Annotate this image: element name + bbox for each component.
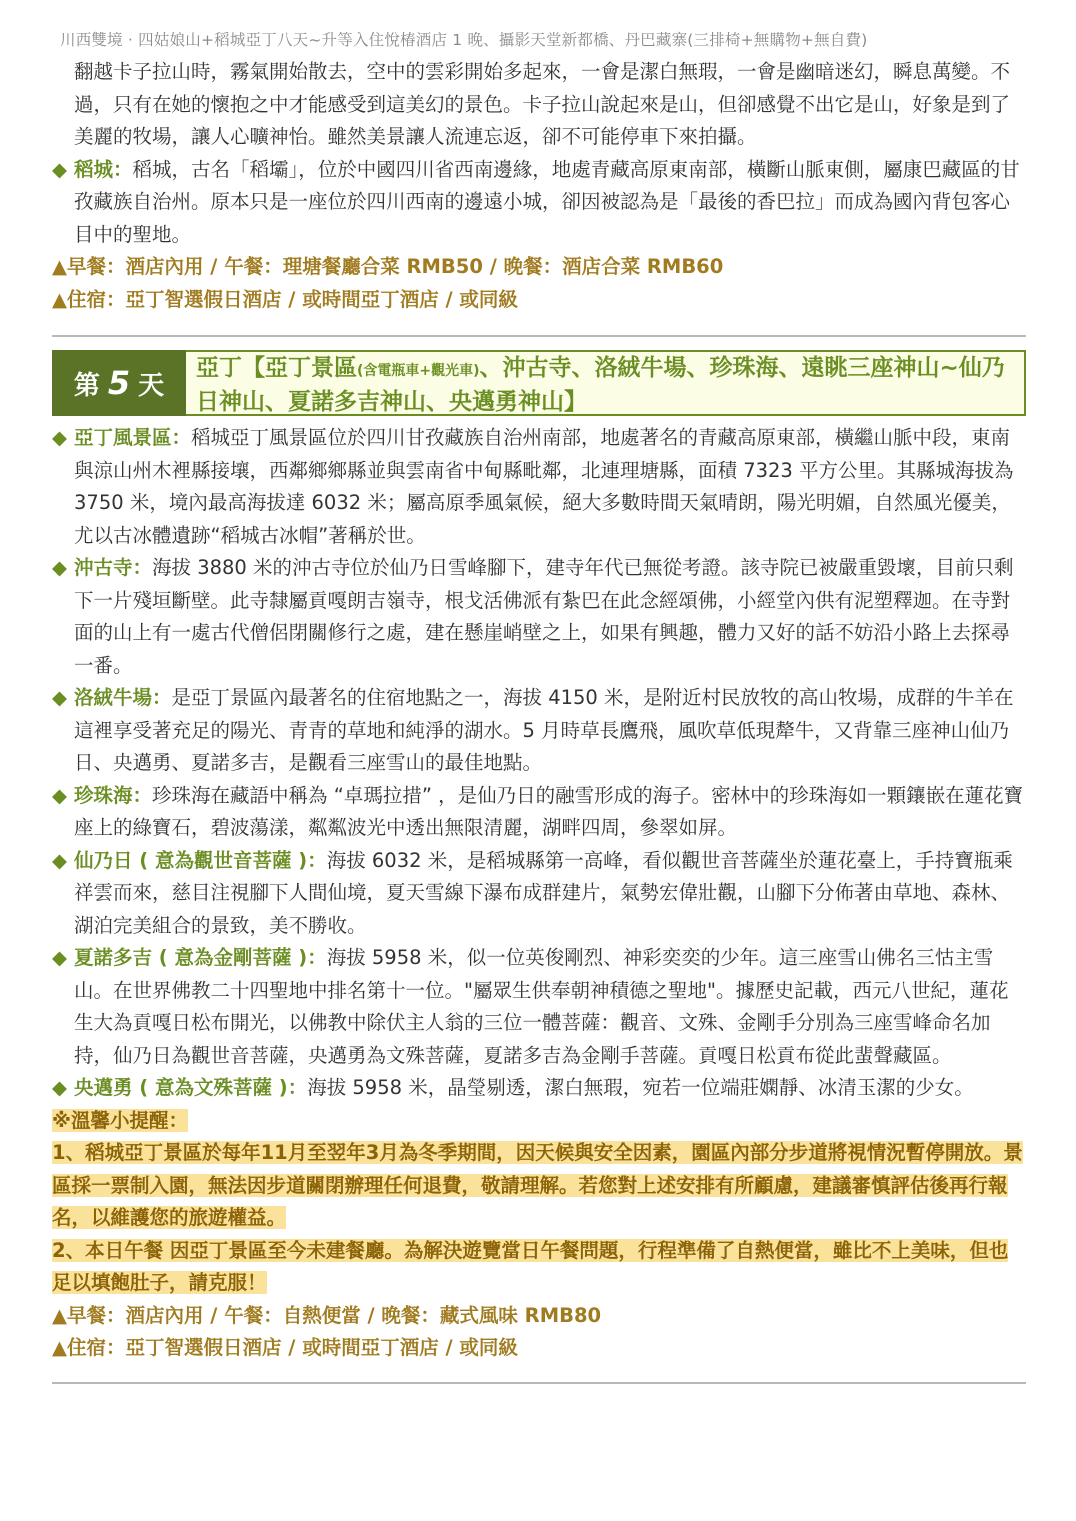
attraction-term: 沖古寺： [74, 556, 153, 579]
diamond-bullet-icon: ◆ [52, 556, 67, 579]
daocheng-text: 稻城，古名「稻壩」，位於中國四川省西南邊緣，地處青藏高原東南部，橫斷山脈東側，屬康巴藏區的甘孜藏族自治州。原本只是一座位於四川西南的邊遠小城，卻因被認為是「最後的香巴拉」而成為國內背包客心目中的聖地。 [74, 157, 1020, 246]
attraction-item [52, 942, 1026, 1072]
attraction-text: 海拔 5958 米，似一位英俊剛烈、神彩奕奕的少年。這三座雪山佛名三怙主雪山。在世界佛教二十四聖地中排名第十一位。"屬眾生供奉朝神積德之聖地"。據歷史記載，西元八世紀，蓮花生大為貢嘎日松布開光，以佛教中除伏主人翁的三位一體菩薩：觀音、文殊、金剛手分別為三座雪峰命名加持，仙乃日為觀世音菩薩，央邁勇為文殊菩薩，夏諾多吉為金剛手菩薩。貢嘎日松貢布從此蜚聲藏區。 [74, 946, 1009, 1067]
attraction-item [52, 422, 1026, 552]
diamond-bullet-icon: ◆ [52, 1076, 67, 1099]
diamond-bullet-icon: ◆ [52, 686, 67, 709]
notice-title: ※溫馨小提醒： [52, 1108, 188, 1132]
attraction-item [52, 780, 1026, 845]
day5-title-part2: 、沖古寺、洛絨牛場、珍珠海、遠眺三座神山~仙乃日神山、夏諾多吉神山、央邁勇神山】 [196, 355, 1005, 415]
day4-meals: ▲早餐：酒店內用 / 午餐：理塘餐廳合菜 RMB50 / 晚餐：酒店合菜 RMB60 [52, 255, 724, 278]
day5-meals: ▲早餐：酒店內用 / 午餐：自熱便當 / 晚餐：藏式風味 RMB80 [52, 1303, 602, 1327]
document-page [52, 28, 1026, 1384]
attraction-term: 仙乃日 ( 意為觀世音菩薩 )： [74, 848, 327, 872]
attraction-text: 海拔 6032 米，是稻城縣第一高峰，看似觀世音菩薩坐於蓮花臺上，手持寶瓶乘祥雲而來，慈目注視腳下人間仙境，夏天雪線下瀑布成群建片，氣勢宏偉壯觀，山腳下分佈著由草地、森林、湖泊完美組合的景致，美不勝收。 [74, 848, 1013, 937]
attraction-item [52, 845, 1026, 943]
running-header: 川西雙境 · 四姑娘山+稻城亞丁八天~升等入住悅椿酒店 1 晚、攝影天堂新都橋、丹巴藏寨(三排椅+無購物+無自費) [60, 31, 868, 49]
diamond-bullet-icon: ◆ [52, 426, 67, 449]
diamond-bullet-icon: ◆ [52, 783, 67, 807]
daocheng-term: 稻城： [74, 157, 133, 181]
day-badge-suffix: 天 [138, 370, 165, 401]
attraction-text: 是亞丁景區內最著名的住宿地點之一，海拔 4150 米，是附近村民放牧的高山牧場，成群的牛羊在這裡享受著充足的陽光、青青的草地和純淨的湖水。5 月時草長鷹飛，風吹草低現犛牛，又背靠三座神山仙乃日、央邁勇、夏諾多吉，是觀看三座雪山的最佳地點。 [74, 686, 1014, 774]
attraction-text: 稻城亞丁風景區位於四川甘孜藏族自治州南部，地處著名的青藏高原東部，橫繼山脈中段，東南與涼山州木裡縣接壤，西鄰鄉鄉縣並與雲南省中甸縣毗鄰，北連理塘縣，面積 7323 平方公里。其縣城海拔為 3750 米，境內最高海拔達 6032 米；屬高原季風氣候，絕大多數時間天氣晴朗，陽光明媚，自然風光優美，尤以古冰體遺跡“稻城古冰帽”著稱於世。 [74, 426, 1014, 547]
day-badge-number: 5 [107, 364, 131, 402]
day5-title-part1: 亞丁【亞丁景區 [196, 355, 357, 381]
reminder-notice [52, 1105, 1026, 1300]
day-badge-prefix: 第 [73, 370, 100, 401]
day5-header [52, 350, 1026, 416]
daocheng-item [52, 154, 1026, 252]
attraction-text: 海拔 5958 米，晶瑩剔透，潔白無瑕，宛若一位端莊嫻靜、冰清玉潔的少女。 [307, 1076, 974, 1099]
day5-lodging: ▲住宿：亞丁智選假日酒店 / 或時間亞丁酒店 / 或同級 [52, 1336, 518, 1359]
diamond-bullet-icon: ◆ [52, 946, 67, 969]
section-divider [52, 1382, 1026, 1384]
day4-lodging: ▲住宿：亞丁智選假日酒店 / 或時間亞丁酒店 / 或同級 [52, 287, 518, 311]
attraction-term: 珍珠海： [74, 783, 153, 807]
kazila-paragraph: 翻越卡子拉山時，霧氣開始散去，空中的雲彩開始多起來，一會是潔白無瑕，一會是幽暗迷幻，瞬息萬變。不過，只有在她的懷抱之中才能感受到這美幻的景色。卡子拉山說起來是山，但卻感覺不出它是山，好象是到了美麗的牧場，讓人心曠神怡。雖然美景讓人流連忘返，卻不可能停車下來拍攝。 [74, 60, 1011, 148]
day5-attractions [52, 422, 1026, 1105]
day5-title-note: (含電瓶車+觀光車) [357, 363, 480, 379]
day5-title [186, 350, 1026, 416]
attraction-text: 珍珠海在藏語中稱為 “卓瑪拉措” ，是仙乃日的融雪形成的海子。密林中的珍珠海如一顆鑲嵌在蓮花寶座上的綠寶石，碧波蕩漾，粼粼波光中透出無限清麗，湖畔四周，參翠如屏。 [74, 783, 1024, 839]
section-divider [52, 335, 1026, 337]
attraction-term: 亞丁風景區： [74, 426, 192, 449]
attraction-item [52, 1072, 1026, 1105]
attraction-term: 洛絨牛場： [74, 686, 172, 709]
attraction-term: 央邁勇 ( 意為文殊菩薩 )： [74, 1076, 308, 1099]
diamond-bullet-icon: ◆ [52, 848, 67, 872]
attraction-item [52, 682, 1026, 780]
diamond-bullet-icon: ◆ [52, 157, 67, 181]
day5-badge [52, 350, 186, 416]
attraction-term: 夏諾多吉 ( 意為金剛菩薩 )： [74, 946, 327, 969]
attraction-item [52, 552, 1026, 682]
notice-item-2: 2、本日午餐 因亞丁景區至今未建餐廳。為解決遊覽當日午餐問題，行程準備了自熱便當，雖比不上美味，但也足以填飽肚子，請克服！ [52, 1238, 1009, 1294]
attraction-text: 海拔 3880 米的沖古寺位於仙乃日雪峰腳下，建寺年代已無從考證。該寺院已被嚴重毀壞，目前只剩下一片殘垣斷壁。此寺隸屬貢嘎朗吉嶺寺，根戈活佛派有紮巴在此念經頌佛，小經堂內供有泥塑釋迦。在寺對面的山上有一處古代僧侶閉關修行之處，建在懸崖峭壁之上，如果有興趣，體力又好的話不妨沿小路上去探尋一番。 [74, 556, 1014, 677]
notice-item-1: 1、稻城亞丁景區於每年11月至翌年3月為冬季期間，因天候與安全因素，園區內部分步道將視情況暫停開放。景區採一票制入園，無法因步道關閉辦理任何退費，敬請理解。若您對上述安排有所顧慮，建議審慎評估後再行報名，以維護您的旅遊權益。 [52, 1141, 1023, 1229]
